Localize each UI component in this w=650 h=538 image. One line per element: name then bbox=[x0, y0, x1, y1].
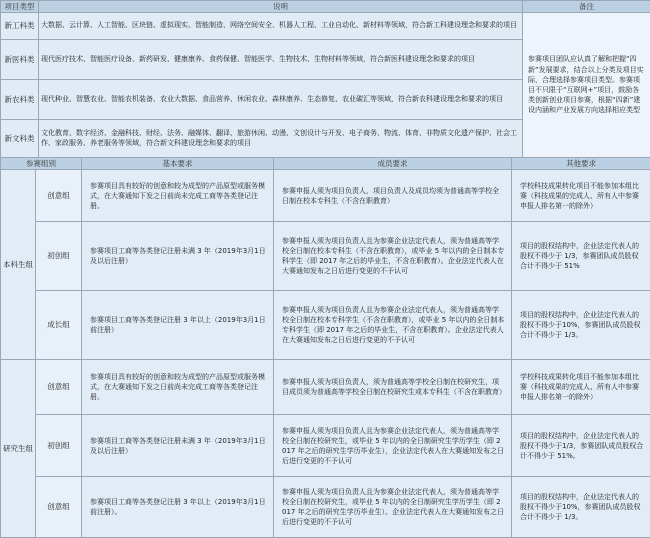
member-requirement: 参赛申报人须为项目负责人且为参赛企业法定代表人，须为普通高等学校全日制在校研究生，或毕业 5 年以内的全日制研究生学历学生（即 2017 年之后的研究生学历毕业生），企业法定代表人在大赛通知发布之日后进行变更的不予认可 bbox=[274, 415, 512, 477]
group-name-graduate: 研究生组 bbox=[1, 360, 36, 538]
subgroup-name: 成长组 bbox=[36, 291, 82, 360]
project-type-name: 新农科类 bbox=[1, 80, 39, 120]
group-name-undergraduate: 本科生组 bbox=[1, 170, 36, 360]
member-requirement: 参赛申报人须为项目负责人且为参赛企业法定代表人，须为普通高等学校全日制在校本专科学生（不含在职教育），或毕业 5 年以内的全日制本专科学生（即 2017 年之后的毕业生，不含在职教育）。企业法定代表人在大赛通知发布之日后进行变更的不予认可 bbox=[274, 291, 512, 360]
project-type-header-row bbox=[1, 1, 650, 13]
basic-requirement: 参赛项目工商等各类登记注册未满 3 年（2019年3月1日及以后注册） bbox=[82, 222, 274, 291]
project-type-description: 现代种业、智慧农业、智能农机装备、农业大数据、食品营养、休闲农业、森林康养、生态修复、农业碳汇等领域，符合新农科建设理念和要求的项目 bbox=[39, 80, 523, 120]
subgroup-name: 创意组 bbox=[36, 360, 82, 415]
header-member-requirements: 成员要求 bbox=[274, 158, 512, 170]
other-requirement: 项目的股权结构中，企业法定代表人的股权不得少于10%，参赛团队成员股权合计不得少于 1/3。 bbox=[512, 291, 650, 360]
subgroup-name: 创意组 bbox=[36, 170, 82, 222]
project-type-description: 大数据、云计算、人工智能、区块链、虚拟现实、智能制造、网络空间安全、机器人工程、工业自动化、新材料等领域，符合新工科建设理念和要求的项目 bbox=[39, 13, 523, 40]
other-requirement: 学校科技成果转化项目不能参加本组比赛（科技成果的完成人、所有人中参赛申报人排名第一的除外） bbox=[512, 360, 650, 415]
project-type-description: 现代医疗技术、智能医疗设备、新药研发、健康康养、食药保健、智能医学、生物技术、生物材料等领域，符合新医科建设理念和要求的项目 bbox=[39, 40, 523, 80]
subgroup-name: 初创组 bbox=[36, 415, 82, 477]
project-type-row bbox=[1, 13, 650, 40]
requirements-row bbox=[1, 477, 650, 538]
other-requirement: 项目的股权结构中，企业法定代表人的股权不得少于1/3，参赛团队成员股权合计不得少于 51%。 bbox=[512, 415, 650, 477]
other-requirement: 学校科技成果转化项目不能参加本组比赛（科技成果的完成人、所有人中参赛申报人排名第一的除外） bbox=[512, 170, 650, 222]
project-type-description: 文化教育、数字经济、金融科技、财经、法务、融媒体、翻译、旅游休闲、动漫、文创设计与开发、电子商务、物流、体育、非物质文化遗产保护、社会工作、家政服务、养老服务等领域，符合新文科建设理念和要求的项目 bbox=[39, 120, 523, 158]
header-project-type: 项目类型 bbox=[1, 1, 39, 13]
member-requirement: 参赛申报人须为项目负责人，须为普通高等学校全日制在校研究生，项目成员须为普通高等学校全日制在校研究生或本专科生（不含在职教育） bbox=[274, 360, 512, 415]
header-notes: 备注 bbox=[523, 1, 650, 13]
subgroup-name: 初创组 bbox=[36, 222, 82, 291]
subgroup-name: 创意组 bbox=[36, 477, 82, 538]
other-requirement: 项目的股权结构中，企业法定代表人的股权不得少于10%，参赛团队成员股权合计不得少于 1/3。 bbox=[512, 477, 650, 538]
group-requirements-table bbox=[0, 157, 650, 538]
basic-requirement: 参赛项目工商等各类登记注册未满 3 年（2019年3月1日及以后注册） bbox=[82, 415, 274, 477]
requirements-row bbox=[1, 222, 650, 291]
basic-requirement: 参赛项目工商等各类登记注册 3 年以上（2019年3月1日前注册）。 bbox=[82, 477, 274, 538]
basic-requirement: 参赛项目具有较好的创意和较为成型的产品原型或服务模式，在大赛通知下发之日前尚未完成工商等各类登记注册。 bbox=[82, 170, 274, 222]
header-description: 说明 bbox=[39, 1, 523, 13]
requirements-row bbox=[1, 291, 650, 360]
other-requirement: 项目的股权结构中，企业法定代表人的股权不得少于 1/3，参赛团队成员股权合计不得少于 51% bbox=[512, 222, 650, 291]
requirements-row bbox=[1, 170, 650, 222]
basic-requirement: 参赛项目工商等各类登记注册 3 年以上（2019年3月1日前注册） bbox=[82, 291, 274, 360]
member-requirement: 参赛申报人须为项目负责人且为参赛企业法定代表人，须为普通高等学校全日制在校本专科生（不含在职教育），或毕业 5 年以内的全日制本专科学生（即 2017 年之后的毕业生，不含在职教育）。企业法定代表人在大赛通知发布之日后进行变更的不予认可 bbox=[274, 222, 512, 291]
project-type-name: 新医科类 bbox=[1, 40, 39, 80]
project-type-note: 参赛项目团队应认真了解和把握“四新”发展要求，结合以上分类及项目实际，合理选择参赛项目类型。参赛项目不只限于“互联网+”项目，鼓励各类创新创业项目参赛，根据“四新”建设内涵和产业发展方向选择相应类型 bbox=[523, 13, 650, 158]
header-group: 参赛组别 bbox=[1, 158, 82, 170]
requirements-row bbox=[1, 415, 650, 477]
project-type-table bbox=[0, 0, 650, 158]
header-other-requirements: 其他要求 bbox=[512, 158, 650, 170]
requirements-row bbox=[1, 360, 650, 415]
header-basic-requirements: 基本要求 bbox=[82, 158, 274, 170]
member-requirement: 参赛申报人须为项目负责人，项目负责人及成员均须为普通高等学校全日制在校本专科生（不含在职教育） bbox=[274, 170, 512, 222]
project-type-name: 新工科类 bbox=[1, 13, 39, 40]
basic-requirement: 参赛项目具有较好的创意和较为成型的产品原型或服务模式，在大赛通知下发之日前尚未完成工商等各类登记注册。 bbox=[82, 360, 274, 415]
member-requirement: 参赛申报人须为项目负责人且为参赛企业法定代表人，须为普通高等学校全日制在校研究生，或毕业 5 年以内的全日制研究生学历学生（即 2017 年之后的研究生学历毕业生）。企业法定代表人在大赛通知发布之日后进行变更的不予认可 bbox=[274, 477, 512, 538]
requirements-header-row bbox=[1, 158, 650, 170]
project-type-name: 新文科类 bbox=[1, 120, 39, 158]
